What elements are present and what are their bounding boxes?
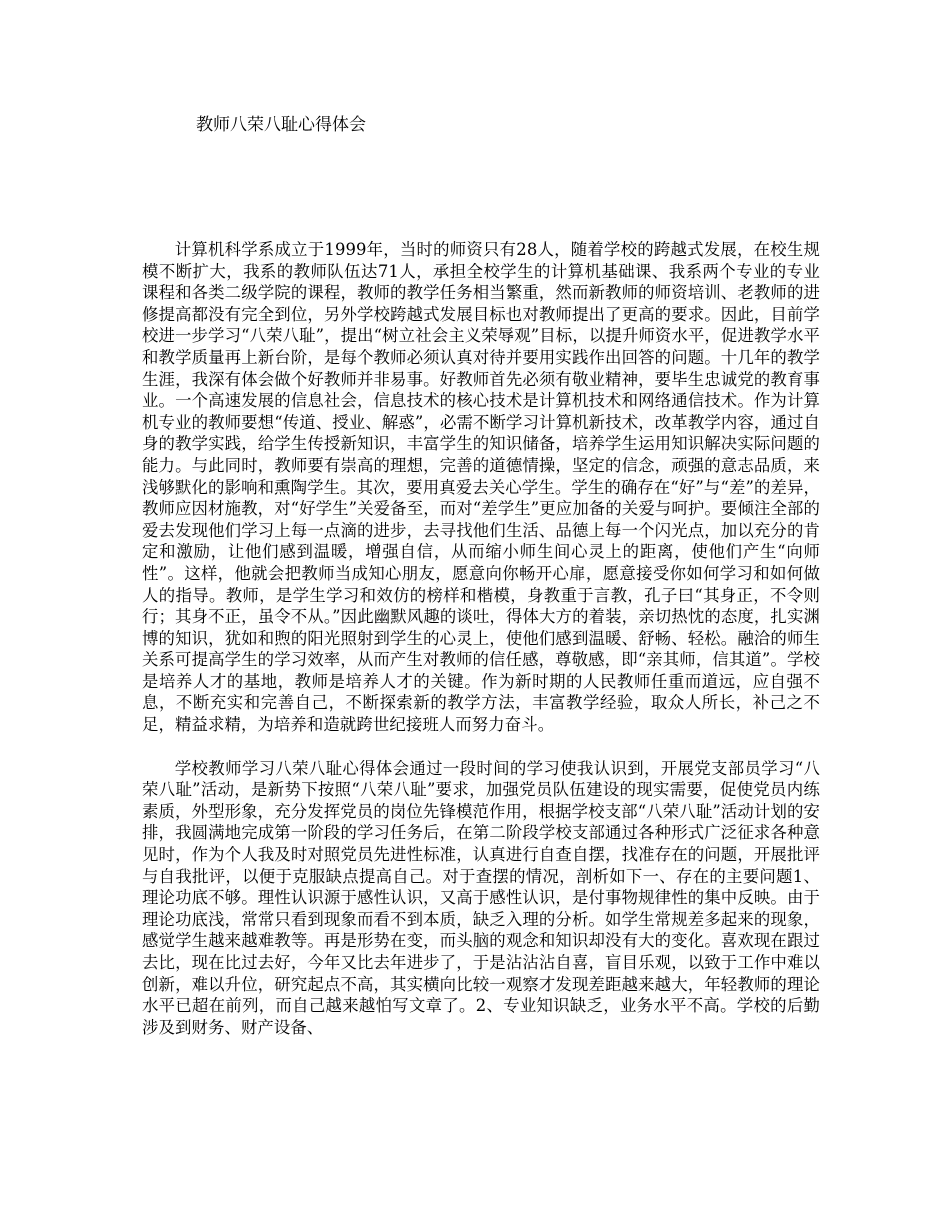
paragraph-1: 计算机科学系成立于1999年，当时的师资只有28人，随着学校的跨越式发展，在校生规模不断扩大，我系的教师队伍达71人，承担全校学生的计算机基础课、我系两个专业的专业课程和各类二级学院的课程，教师的教学任务相当繁重，然而新教师的师资培训、老教师的进修提高都没有完全到位，另外学校跨越式发展目标也对教师提出了更高的要求。因此，目前学校进一步学习“八荣八耻”，提出“树立社会主义荣辱观”目标，以提升师资水平，促进教学水平和教学质量再上新台阶，是每个教师必须认真对待并要用实践作出回答的问题。十几年的教学生涯，我深有体会做个好教师并非易事。好教师首先必须有敬业精神，要毕生忠诚党的教育事业。一个高速发展的信息社会，信息技术的核心技术是计算机技术和网络通信技术。作为计算机专业的教师要想“传道、授业、解惑”，必需不断学习计算机新技术，改革教学内容，通过自身的教学实践，给学生传授新知识，丰富学生的知识储备，培养学生运用知识解决实际问题的能力。与此同时，教师要有崇高的理想，完善的道德情操，坚定的信念，顽强的意志品质，来浅够默化的影响和熏陶学生。其次，要用真爱去关心学生。学生的确存在“好”与“差”的差异，教师应因材施教，对“好学生”关爱备至，而对“差学生”更应加备的关爱与呵护。要倾注全部的爱去发现他们学习上每一点滴的进步，去寻找他们生活、品德上每一个闪光点，加以充分的肯定和激励，让他们感到温暖，增强自信，从而缩小师生间心灵上的距离，使他们产生“向师性”。这样，他就会把教师当成知心朋友，愿意向你畅开心扉，愿意接受你如何学习和如何做人的指导。教师，是学生学习和效仿的榜样和楷模，身教重于言教，孔子曰“其身正，不令则行；其身不正，虽令不从。”因此幽默风趣的谈吐，得体大方的着装，亲切热忱的态度，扎实渊博的知识，犹如和煦的阳光照射到学生的心灵上，使他们感到温暖、舒畅、轻松。融洽的师生关系可提高学生的学习效率，从而产生对教师的信任感，尊敬感，即“亲其师，信其道”。学校是培养人才的基地，教师是培养人才的关键。作为新时期的人民教师任重而道远，应自强不息，不断充实和完善自己，不断探索新的教学方法，丰富教学经验，取众人所长，补己之不足，精益求精，为培养和造就跨世纪接班人而努力奋斗。 bbox=[142, 240, 820, 735]
paragraph-2: 学校教师学习八荣八耻心得体会通过一段时间的学习使我认识到，开展党支部员学习“八荣八耻”活动，是新势下按照“八荣八耻”要求，加强党员队伍建设的现实需要，促使党员内练素质，外型形象，充分发挥党员的岗位先锋模范作用，根据学校支部“八荣八耻”活动计划的安排，我圆满地完成第一阶段的学习任务后，在第二阶段学校支部通过各种形式广泛征求各种意见时，作为个人我及时对照党员先进性标准，认真进行自查自摆，找准存在的问题，开展批评与自我批评，以便于克服缺点提高自己。对于查摆的情况，剖析如下一、存在的主要问题1、理论功底不够。理性认识源于感性认识，又高于感性认识，是付事物规律性的集中反映。由于理论功底浅，常常只看到现象而看不到本质，缺乏入理的分析。如学生常规差多起来的现象，感觉学生越来越难教等。再是形势在变，而头脑的观念和知识却没有大的变化。喜欢现在跟过去比，现在比过去好，今年又比去年进步了，于是沾沾沾自喜，盲目乐观，以致于工作中难以创新，难以升位，研究起点不高，其实横向比较一观察才发现差距越来越大，年轻教师的理论水平已超在前列，而自己越来越怕写文章了。2、专业知识缺乏，业务水平不高。学校的后勤涉及到财务、财产设备、 bbox=[142, 758, 820, 1037]
document-title: 教师八荣八耻心得体会 bbox=[196, 115, 366, 135]
document-body bbox=[142, 239, 820, 1038]
